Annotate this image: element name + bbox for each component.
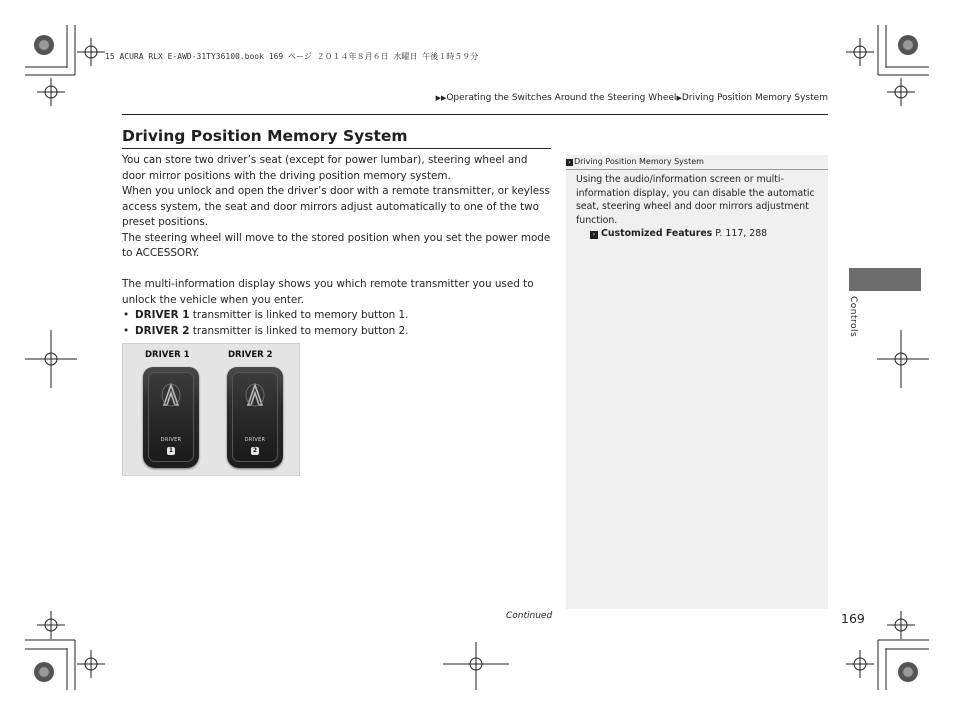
transmitter-list — [122, 308, 554, 339]
print-header: 15 ACURA RLX E-AWD-31TY36100.book 169 ページ ２０１４年８月６日 水曜日 午後１時５９分 — [105, 52, 479, 61]
breadcrumb-section[interactable]: Operating the Switches Around the Steering Wheel — [446, 93, 677, 103]
title-rule — [122, 148, 551, 149]
acura-logo-icon — [161, 383, 181, 407]
fob-driver-text: DRIVER — [244, 437, 266, 443]
list-item: • DRIVER 2 transmitter is linked to memory button 2. — [122, 324, 554, 340]
note-icon: › — [566, 159, 573, 166]
double-arrow-icon: ▶▶ — [435, 94, 447, 102]
sidebar-text: Using the audio/information screen or multi-information display, you can disable the automatic seat, steering wheel and door mirrors adjustment function. — [576, 174, 815, 226]
key-fob-driver-2 — [227, 367, 283, 468]
paragraph-unlock: When you unlock and open the driver’s door with a remote transmitter, or keyless access system, the seat and door mirrors adjust automatically to one of the two preset positions. — [122, 185, 550, 228]
section-tab[interactable] — [849, 268, 921, 291]
memory-button-2: 2 — [252, 447, 258, 454]
sidebar-note — [566, 155, 828, 609]
paragraph-steering: The steering wheel will move to the stored position when you set the power mode to ACCESSORY. — [122, 231, 551, 259]
breadcrumb — [403, 93, 828, 103]
section-tab-label: Controls — [848, 296, 858, 338]
page-number: 169 — [841, 611, 865, 626]
figure-label-driver-2: DRIVER 2 — [228, 350, 273, 360]
page-title: Driving Position Memory System — [122, 127, 408, 145]
fob-driver-text: DRIVER — [160, 437, 182, 443]
paragraph-store: You can store two driver’s seat (except for power lumbar), steering wheel and door mirror positions with the driving position memory system. — [122, 154, 528, 182]
header-rule — [122, 114, 828, 115]
figure-label-driver-1: DRIVER 1 — [145, 350, 190, 360]
sidebar-body — [576, 173, 818, 241]
acura-logo-icon — [245, 383, 265, 407]
sidebar-heading: › Driving Position Memory System — [566, 155, 828, 170]
memory-button-1: 1 — [168, 447, 174, 454]
arrow-icon: ▶ — [676, 94, 682, 102]
list-item: • DRIVER 1 transmitter is linked to memory button 1. — [122, 308, 554, 324]
main-body — [122, 153, 554, 339]
key-fob-driver-1 — [143, 367, 199, 468]
continued-note: Continued — [506, 611, 553, 621]
key-fob-figure — [122, 343, 300, 476]
paragraph-display: The multi-information display shows you which remote transmitter you used to unlock the vehicle when you enter. — [122, 278, 534, 306]
breadcrumb-page: Driving Position Memory System — [681, 93, 828, 103]
reference-arrow-icon: › — [590, 231, 598, 239]
cross-reference-link[interactable]: › Customized Features P. 117, 288 — [590, 227, 818, 241]
